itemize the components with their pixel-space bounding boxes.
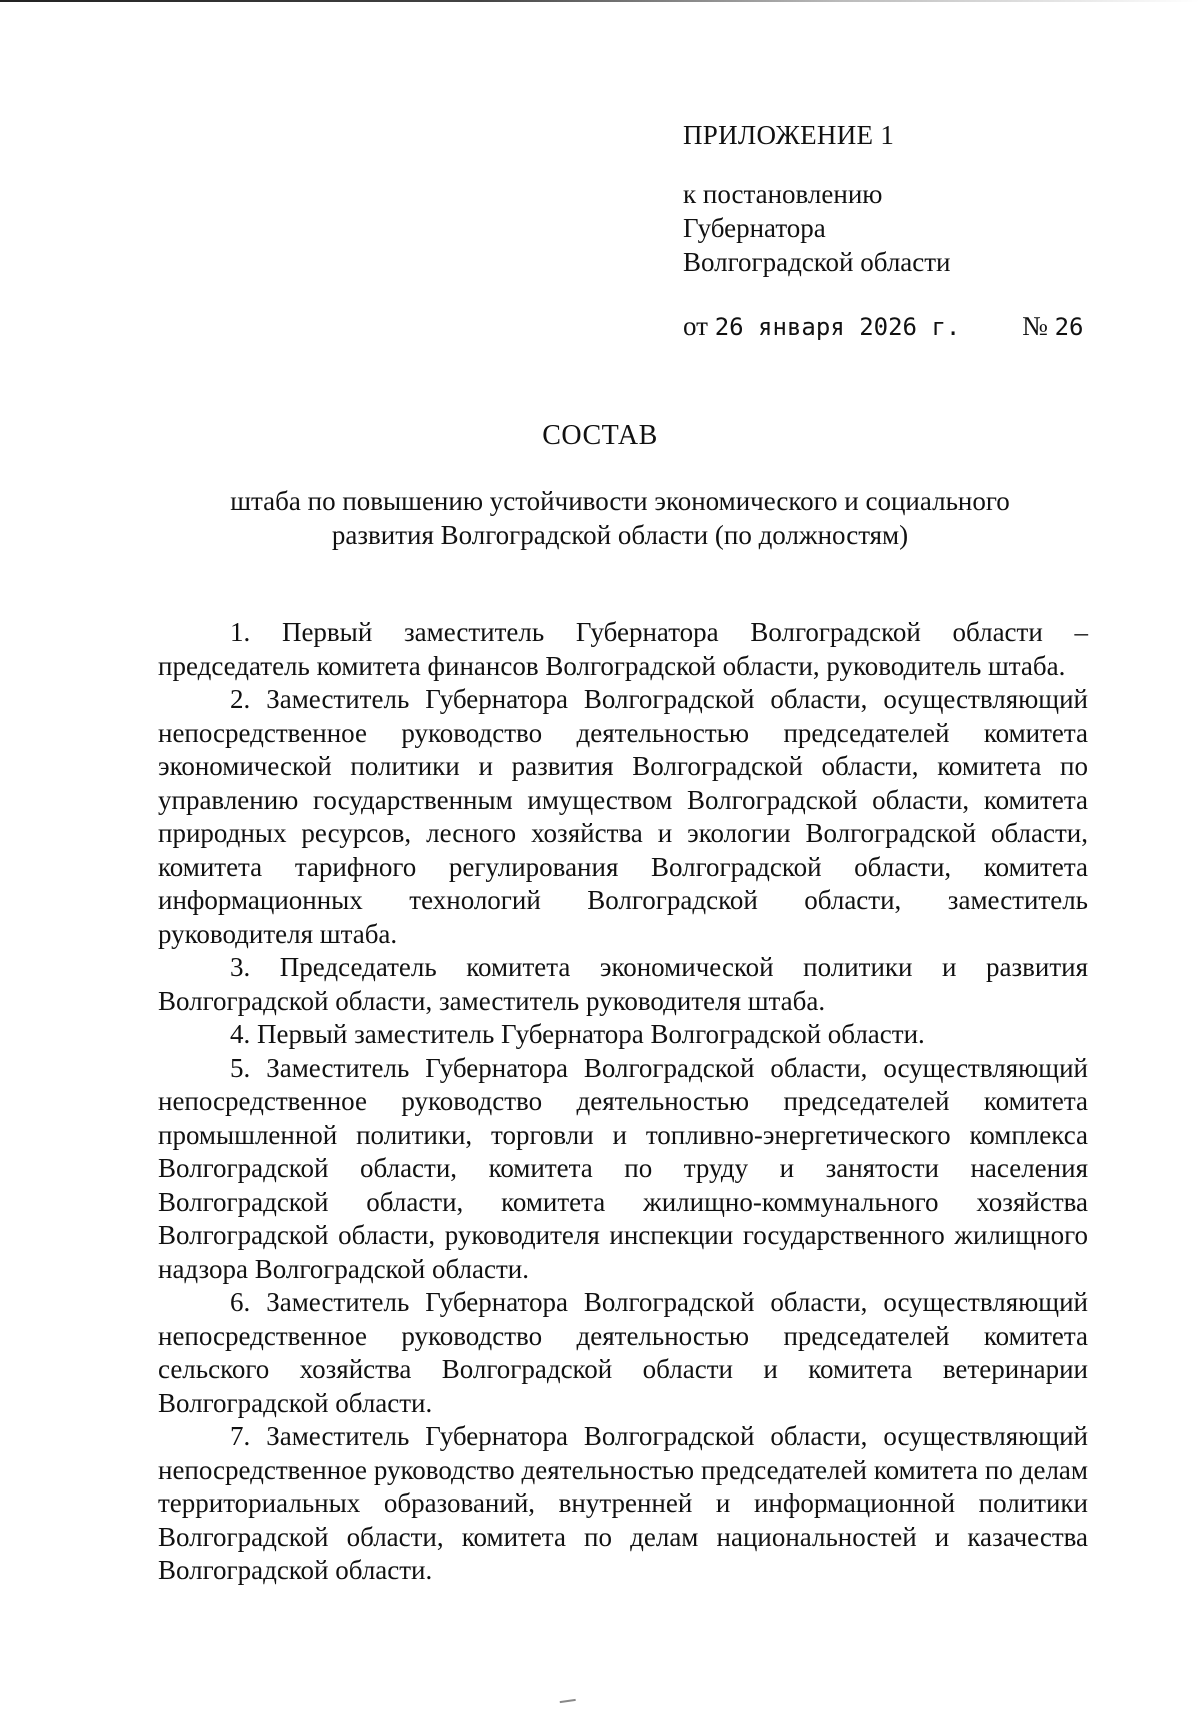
decree-number: 26 xyxy=(1054,313,1084,341)
decree-reference xyxy=(683,309,1153,344)
list-item: 3. Председатель комитета экономической политики и развития Волгоградской области, заместитель руководителя штаба. xyxy=(158,952,1088,1016)
document-title: СОСТАВ xyxy=(542,420,658,451)
scan-edge xyxy=(0,0,1200,2)
subtitle-line-2: развития Волгоградской области (по должностям) xyxy=(331,520,909,550)
subtitle-line-1: штаба по повышению устойчивости экономического и социального xyxy=(230,486,1010,516)
appendix-header xyxy=(683,118,1153,344)
number-sign: № xyxy=(1022,311,1048,341)
list-item: 1. Первый заместитель Губернатора Волгоградской области – председатель комитета финансов Волгоградской области, руководитель штаба. xyxy=(158,617,1088,681)
scan-artifact xyxy=(560,1699,577,1707)
appendix-to-line-2: Губернатора xyxy=(683,213,826,243)
composition-list xyxy=(158,616,1088,1588)
list-item: 4. Первый заместитель Губернатора Волгоградской области. xyxy=(230,1019,925,1049)
appendix-to-line-3: Волгоградской области xyxy=(683,247,951,277)
appendix-to-line-1: к постановлению xyxy=(683,179,883,209)
decree-date: 26 января 2026 г. xyxy=(714,313,961,341)
list-item: 6. Заместитель Губернатора Волгоградской области, осуществляющий непосредственное руководство деятельностью председателей комитета сельского хозяйства Волгоградской области и комитета ветеринарии Волгоградской области. xyxy=(158,1287,1088,1418)
document-subtitle xyxy=(200,484,1040,552)
appendix-title: ПРИЛОЖЕНИЕ 1 xyxy=(683,120,895,150)
list-item: 2. Заместитель Губернатора Волгоградской области, осуществляющий непосредственное руководство деятельностью председателей комитета экономической политики и развития Волгоградской области, комитета по управлению государственным имуществом Волгоградской области, комитета природных ресурсов, лесного хозяйства и экологии Волгоградской области, комитета тарифного регулирования Волгоградской области, комитета информационных технологий Волгоградской области, заместитель руководителя штаба. xyxy=(158,684,1088,949)
decree-prefix: от xyxy=(683,311,708,341)
list-item: 7. Заместитель Губернатора Волгоградской области, осуществляющий непосредственное руководство деятельностью председателей комитета по делам территориальных образований, внутренней и информационной политики Волгоградской области, комитета по делам национальностей и казачества Волгоградской области. xyxy=(158,1421,1088,1585)
list-item: 5. Заместитель Губернатора Волгоградской области, осуществляющий непосредственное руководство деятельностью председателей комитета промышленной политики, торговли и топливно-энергетического комплекса Волгоградской области, комитета по труду и занятости населения Волгоградской области, комитета жилищно-коммунального хозяйства Волгоградской области, руководителя инспекции государственного жилищного надзора Волгоградской области. xyxy=(158,1052,1088,1284)
